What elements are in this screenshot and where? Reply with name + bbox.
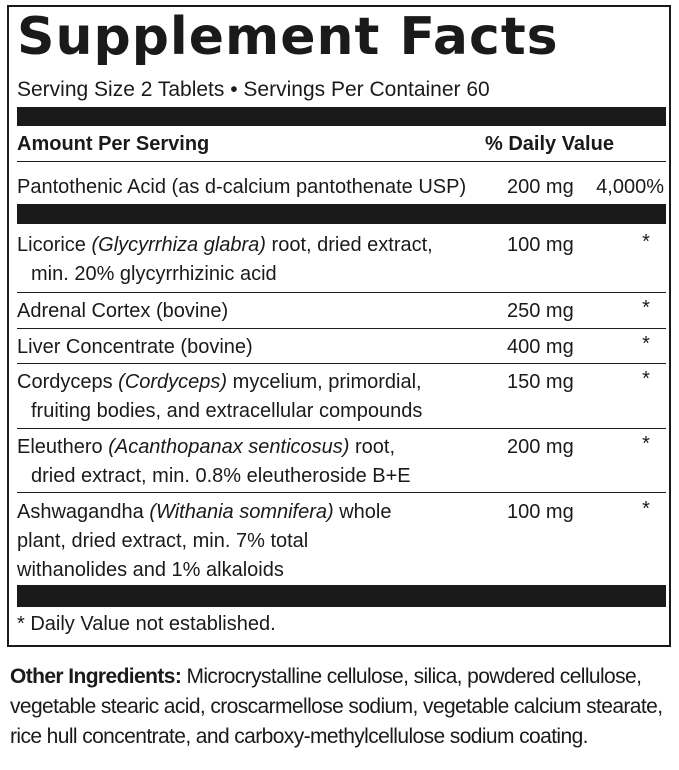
ingredient-amount: 400 mg [507,336,574,358]
ingredient-name: Ashwagandha (Withania somnifera) whole plant, dried extract, min. 7% total withanolides and 1% alkaloids [17,501,392,581]
ingredient-dv: * [642,498,650,520]
other-ingredients-text: Microcrystalline cellulose, silica, powdered cellulose, vegetable stearic acid, croscarmellose sodium, vegetable calcium stearate, rice hull concentrate, and carboxy-methylcellulose sodium coating. [10,665,663,748]
row-divider [17,363,666,364]
thick-divider [17,204,666,224]
ingredient-dv: * [642,368,650,390]
ingredient-dv: * [642,297,650,319]
ingredient-amount: 100 mg [507,501,574,523]
supplement-facts-panel [7,5,671,647]
serving-info: Serving Size 2 Tablets • Servings Per Container 60 [17,78,490,101]
ingredient-name: Cordyceps (Cordyceps) mycelium, primordial, fruiting bodies, and extracellular compounds [17,371,423,422]
row-divider [17,492,666,493]
other-ingredients [10,662,674,752]
daily-value-footnote: * Daily Value not established. [17,613,276,635]
ingredient-dv: * [642,333,650,355]
panel-title: Supplement Facts [17,7,559,67]
ingredient-dv: * [642,433,650,455]
nutrient-name: Pantothenic Acid (as d-calcium pantothenate USP) [17,176,467,198]
amount-per-serving-header: Amount Per Serving [17,133,210,155]
nutrient-amount: 200 mg [507,176,574,198]
ingredient-name: Liver Concentrate (bovine) [17,336,253,358]
ingredient-dv: * [642,231,650,253]
ingredient-amount: 200 mg [507,436,574,458]
thick-divider [17,107,666,126]
ingredient-amount: 150 mg [507,371,574,393]
ingredient-name: Eleuthero (Acanthopanax senticosus) root, dried extract, min. 0.8% eleutheroside B+E [17,436,411,487]
thick-divider [17,585,666,607]
nutrient-dv: 4,000% [596,176,664,198]
ingredient-name: Licorice (Glycyrrhiza glabra) root, dried extract, min. 20% glycyrrhizinic acid [17,234,433,285]
daily-value-header: % Daily Value [485,133,614,155]
ingredient-amount: 100 mg [507,234,574,256]
ingredient-name: Adrenal Cortex (bovine) [17,300,229,322]
row-divider [17,292,666,293]
row-divider [17,428,666,429]
other-ingredients-label: Other Ingredients: [10,665,182,688]
row-divider [17,161,666,162]
ingredient-amount: 250 mg [507,300,574,322]
row-divider [17,328,666,329]
